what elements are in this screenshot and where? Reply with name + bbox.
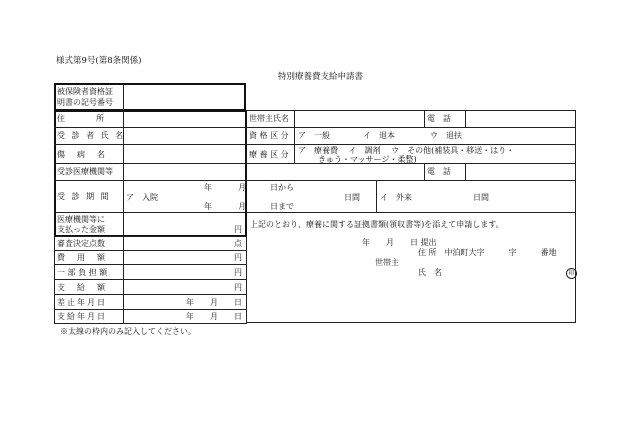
phone2-label: 電 話 (427, 167, 451, 176)
inpatient-days: 日間 (344, 193, 360, 202)
pay-date-month: 月 (210, 312, 218, 321)
period-label: 受 診 期 間 (57, 192, 111, 201)
phone-label: 電 話 (427, 114, 451, 123)
submission-date[interactable]: 年 月 日 提出 (362, 238, 437, 247)
householder-caption: 世帯主 (375, 258, 399, 267)
expense-unit: 円 (234, 253, 242, 262)
right-section (246, 110, 576, 323)
pay-date-day: 日 (234, 312, 242, 321)
illness-label: 傷 病 名 (57, 150, 107, 159)
diff-date-month: 月 (210, 298, 218, 307)
partial-charge-label: 一 部 負 担 額 (57, 268, 108, 277)
address-field[interactable] (124, 111, 245, 127)
diff-date-label: 差止年月日 (57, 298, 107, 307)
period-to-month: 月 (238, 202, 246, 211)
phone-field[interactable] (466, 111, 575, 127)
applicant-name[interactable]: 氏 名 (418, 268, 442, 277)
insured-id-label-1: 被保険者資格証 (57, 87, 113, 96)
form-number: 様式第9号(第8条関係) (56, 56, 142, 66)
outpatient-days: 日間 (473, 193, 489, 202)
diff-date-year: 年 (186, 298, 194, 307)
phone2-field[interactable] (466, 164, 575, 180)
qualification-label: 資 格 区 分 (249, 131, 289, 140)
payment-label: 支 給 額 (57, 283, 107, 292)
householder-name-label: 世帯主氏名 (249, 114, 289, 123)
patient-name-field[interactable] (124, 128, 245, 144)
declaration-text: 上記のとおり、療養に関する証拠書類(領収書等)を添えて申請します。 (250, 220, 504, 229)
review-points-unit: 点 (234, 239, 242, 248)
insured-id-label-2: 明書の記号番号 (57, 98, 113, 107)
illness-field[interactable] (124, 145, 245, 163)
qual-option-general[interactable]: ア 一般 (298, 131, 330, 140)
patient-name-label: 受 診 者 氏 名 (57, 131, 126, 140)
outpatient-option[interactable]: イ 外来 (380, 193, 412, 202)
treatment-label: 療 養 区 分 (249, 150, 289, 159)
partial-charge-unit: 円 (234, 268, 242, 277)
qual-option-dependent[interactable]: ウ 退扶 (430, 131, 462, 140)
seal-mark: 印 (566, 268, 577, 279)
applicant-address[interactable]: 住 所 中泊町大字 字 番地 (418, 248, 557, 257)
payment-unit: 円 (234, 283, 242, 292)
qual-option-retired[interactable]: イ 退本 (363, 131, 395, 140)
period-to-year: 年 (204, 202, 212, 211)
householder-name-field[interactable] (295, 111, 424, 127)
pay-date-year: 年 (186, 312, 194, 321)
expense-label: 費 用 額 (57, 253, 107, 262)
footer-note: ※太線の枠内のみ記入してください。 (60, 327, 196, 336)
review-points-label: 審査決定点数 (57, 239, 105, 248)
paid-label-1: 医療機関等に (57, 215, 105, 224)
period-to-suffix: 日まで (270, 202, 294, 211)
paid-label-2: 支払った金額 (57, 225, 105, 234)
pay-date-label: 支給年月日 (57, 312, 107, 321)
institution-label: 受診医療機関等 (57, 167, 113, 176)
period-from-year: 年 (204, 183, 212, 192)
institution-field[interactable] (124, 164, 424, 180)
treatment-options-line2[interactable]: きゅう・マッサージ・柔整) (318, 155, 417, 164)
inpatient-option[interactable]: ア 入院 (126, 193, 158, 202)
diff-date-day: 日 (234, 298, 242, 307)
paid-yen-unit: 円 (234, 225, 242, 234)
address-label: 住 所 (57, 114, 109, 123)
form-title: 特別療養費支給申請書 (278, 72, 364, 82)
period-from-month: 月 (238, 183, 246, 192)
treatment-options-line1[interactable]: ア 療養費 イ 調剤 ウ その他(補装具・移送・はり・ (298, 146, 515, 155)
period-from-suffix: 日から (270, 183, 294, 192)
